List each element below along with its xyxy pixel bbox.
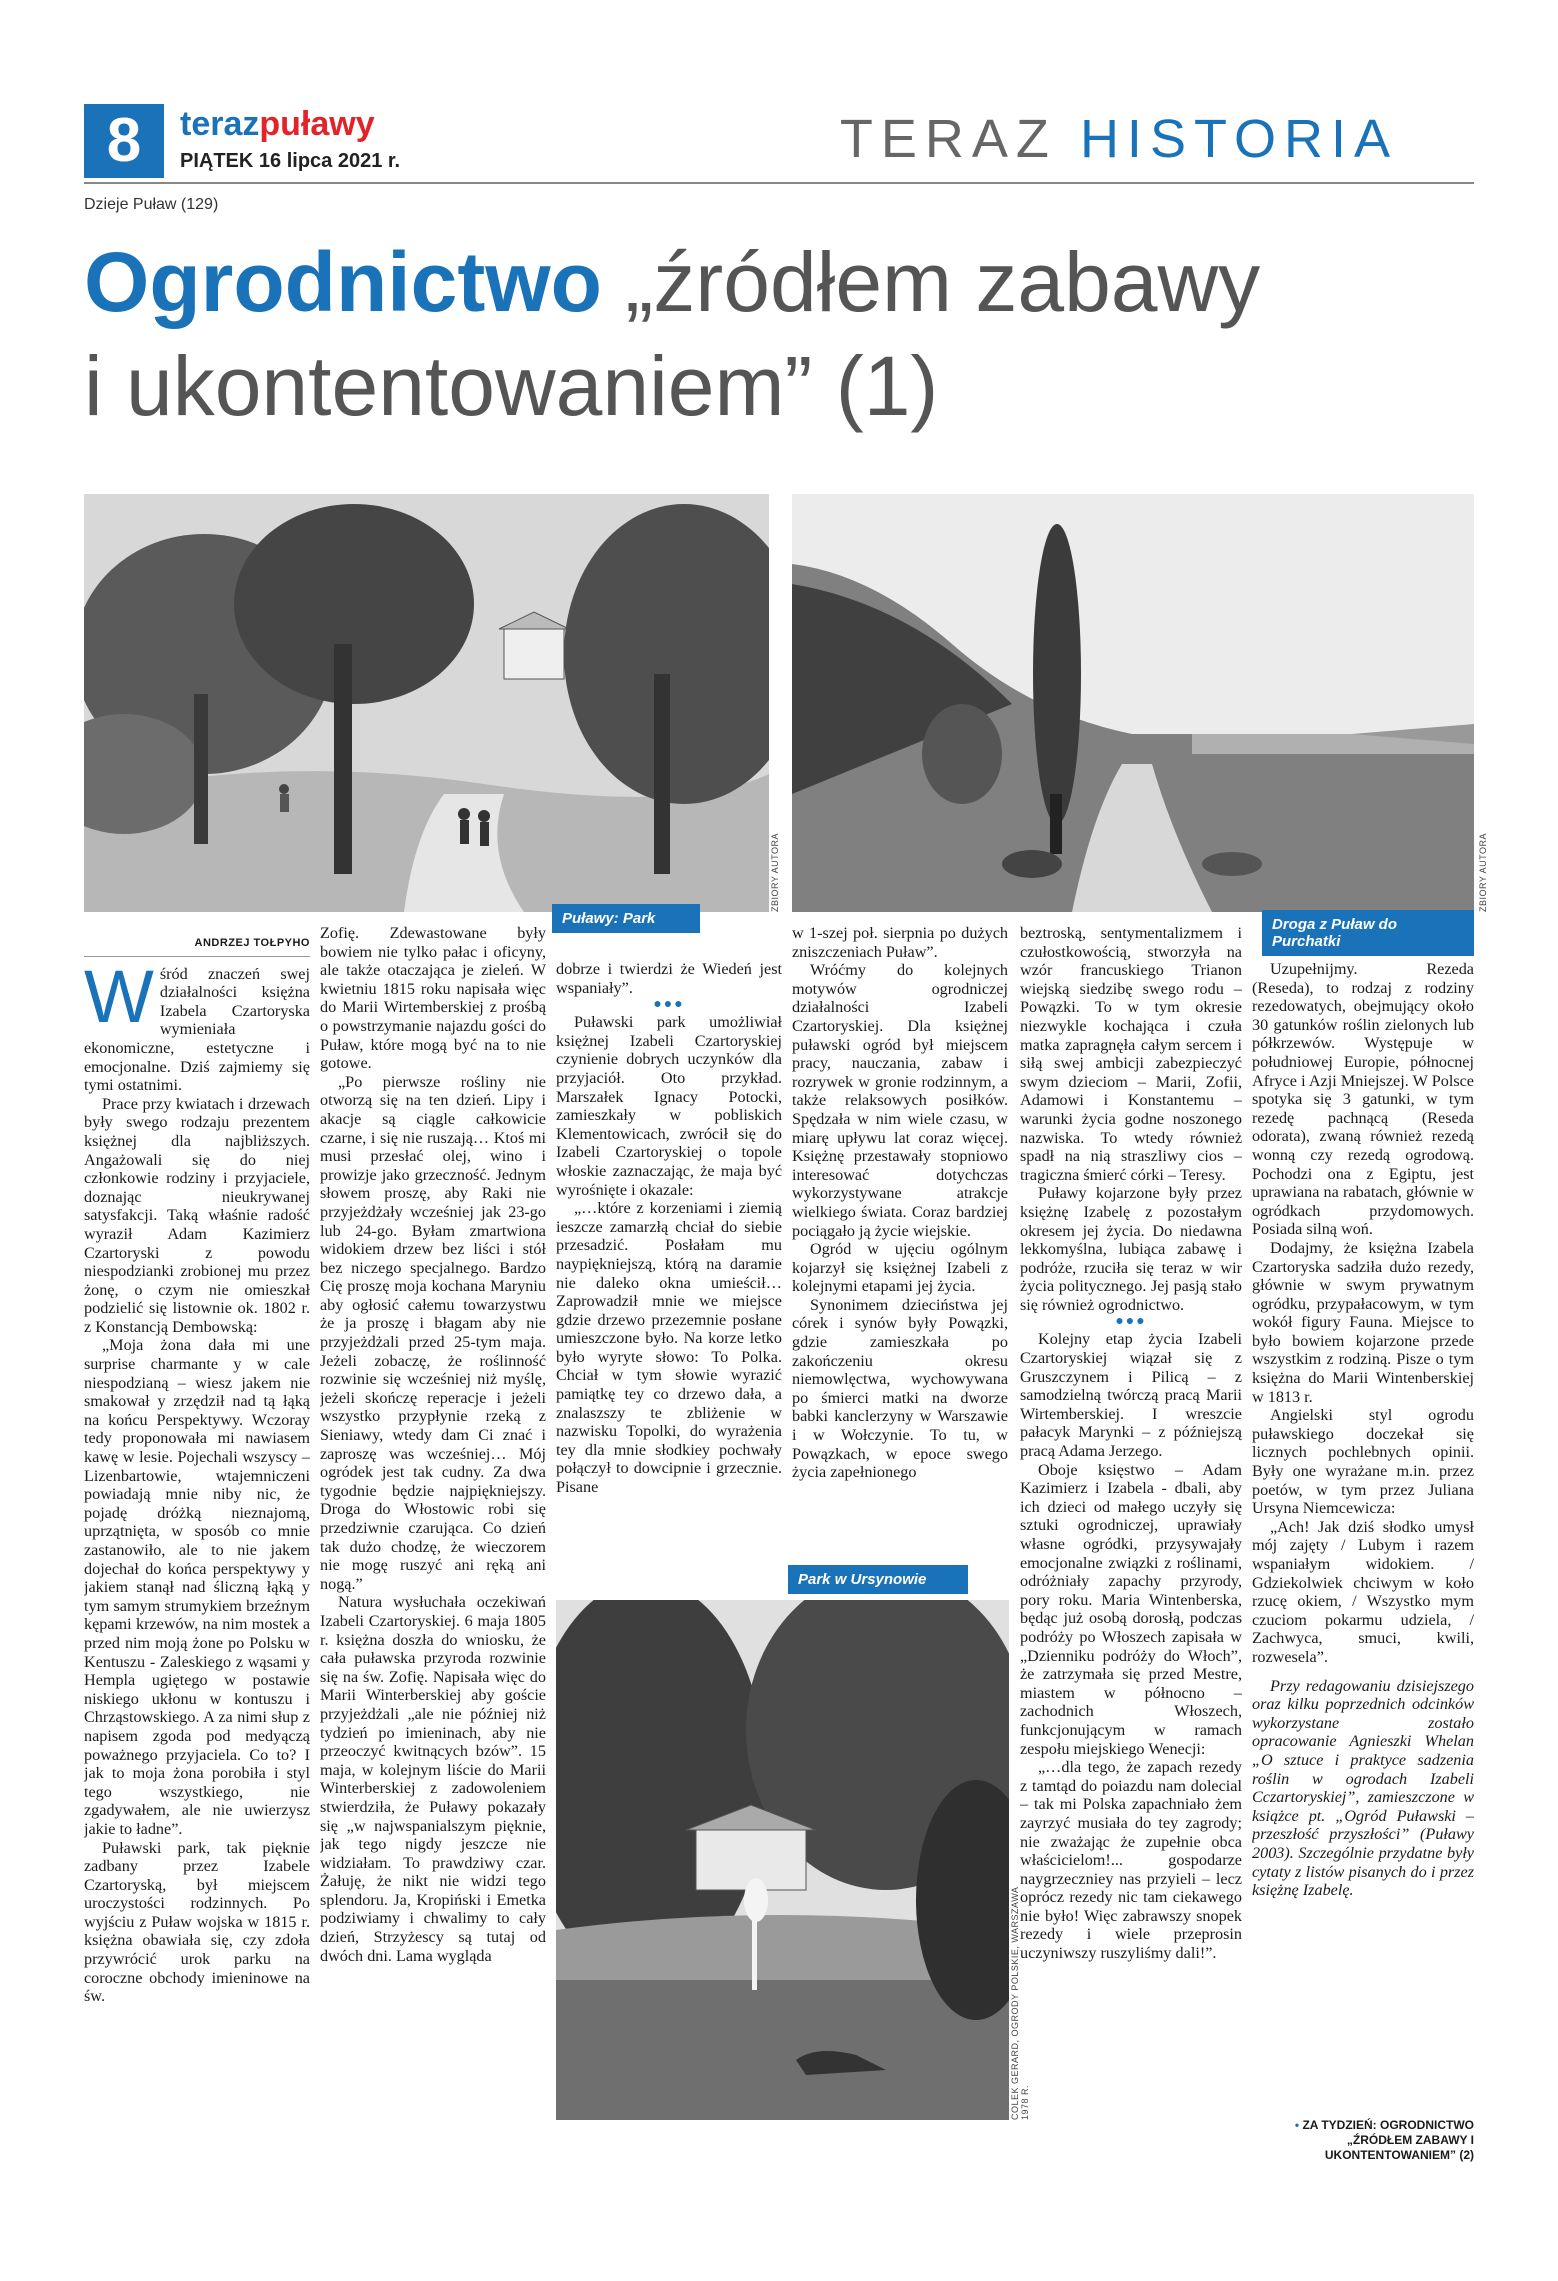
article-paragraph: Dodajmy, że księżna Izabela Czartoryska sadziła dużo rezedy, głównie w swym prywatnym ogródku, przypałacowym, w tym wokół figury Fauna. Miejsce to było bowiem kojarzone przede wszystkim z rodziną. Pisze o tym księżna do Marii Wintenberskiej w 1813 r. bbox=[1252, 1238, 1474, 1406]
brand-logo bbox=[180, 104, 375, 144]
article-column-2 bbox=[320, 924, 546, 2114]
poem-quote: „Ach! Jak dziś słodko umysł mój zajęty / Lubym i razem wspaniałym widokiem. / Gdziekolwiek chciwym w koło rzucę okiem, / Wszystko mym czuciom pokarmu udziela, / Zachwyca, smuci, kwili, rozwesela”. bbox=[1252, 1517, 1474, 1666]
photo-credit-1: ZBIORY AUTORA bbox=[770, 832, 780, 912]
article-paragraph: „…które z korzeniami i ziemią ieszcze zamarzłą chciał do siebie przesadzić. Posłałam mu naypiękniejszą, którą na daramie nie daleko okna umieścił… Zaprowadził mnie we miejsce gdzie drzewo przezemnie posłane umieszczone było. Na korze letko było wyryte słowo: To Polka. Chciał w tym słowie wyrazić pamiątkę tey co drzewo dała, a znalaszszy te zbliżenie w nazwisku Topolki, do wyrażenia tey dla mnie słodkiey pochwały połączył to dowcipnie i grzecznie. Pisane bbox=[556, 1199, 782, 1497]
section-separator: ●●● bbox=[1115, 1314, 1147, 1330]
brand-pulawy: puławy bbox=[259, 105, 375, 143]
section-separator: ●●● bbox=[653, 997, 685, 1013]
next-episode-teaser bbox=[1274, 2118, 1474, 2163]
article-paragraph: w 1-szej poł. sierpnia po dużych zniszczeniach Puław”. bbox=[792, 924, 1008, 961]
editorial-note: Przy redagowaniu dzisiejszego oraz kilku poprzednich odcinków wykorzystane zostało opracowanie Agnieszki Whelan „O sztuce i praktyce sadzenia roślin w ogrodach Izabeli Cczartoryskiej”, zamieszczone w książce pt. „Ogród Puławski – przeszłość przyszłości” (Puławy 2003). Szczególnie przydatne były cytaty z listów pisanych do i przez księżnę Izabelę. bbox=[1252, 1676, 1474, 1900]
photo-credit-3: COLEK GERARD, OGRODY POLSKIE, WARSZAWA 1978 R. bbox=[1010, 1887, 1030, 2120]
issue-date: PIĄTEK 16 lipca 2021 r. bbox=[180, 150, 401, 172]
next-episode-label: ZA TYDZIEŃ: OGRODNICTWO „ŹRÓDŁEM ZABAWY I UKONTENTOWANIEM” (2) bbox=[1302, 2118, 1474, 2162]
bullet-icon: • bbox=[1294, 2118, 1300, 2132]
dropcap: W bbox=[84, 954, 154, 1038]
photo-caption-3: Park w Ursynowie bbox=[788, 1565, 968, 1594]
article-paragraph: Zofię. Zdewastowane były bowiem nie tylko pałac i oficyny, ale także otaczająca je zieleń. W kwietniu 1815 roku napisała więc do Marii Wirtemberskiej z prośbą o powstrzymanie najazdu gości do Puław, które mogą być na to nie gotowe. bbox=[320, 924, 546, 1073]
brand-teraz: teraz bbox=[180, 105, 260, 143]
article-paragraph: Oboje księstwo – Adam Kazimierz i Izabela - dbali, aby ich dzieci od małego uczyły się sztuki ogrodniczej, uprawiały własne ogródki, przysywajały emocjonalne związki z roślinami, odróżniały zapachy przyrody, pory roku. Maria Wintenberska, będąc już osobą dorosłą, podczas podróży po Włoszech zapisała w „Dzienniku podróży do Włoch”, że zatrzymała się przed Mestre, miastem w północno – zachodnich Włoszech, funkcjonującym w ramach zespołu miejskiego Wenecji: bbox=[1020, 1460, 1242, 1758]
photo-caption-1: Puławy: Park bbox=[552, 904, 700, 933]
article-paragraph: beztroską, sentymentalizmem i czułostkowością, stworzyła na wzór francuskiego Trianon wiejską siedzibę swego rodu – Powązki. To w tym okresie niezwykle kochająca i czuła matka zapragnęła całym sercem i siłą swej ambicji zabezpieczyć swym dzieciom – Marii, Zofii, Adamowi i Konstantemu – warunki życia godne noszonego nazwiska. To wtedy również spadł na nią straszliwy cios – tragiczna śmierć córki – Teresy. bbox=[1020, 924, 1242, 1184]
page-number: 8 bbox=[84, 104, 164, 178]
article-paragraph: Kolejny etap życia Izabeli Czartoryskiej wiązał się z Gruszczynem i Pilicą – z samodzielną twórczą pracą Marii Wirtemberskiej. I wreszcie pałacyk Marynki – z późniejszą pracą Adama Jerzego. bbox=[1020, 1330, 1242, 1461]
series-kicker: Dzieje Puław (129) bbox=[84, 196, 219, 213]
photo-caption-2: Droga z Puław do Purchatki bbox=[1262, 910, 1474, 956]
headline-line1: „źródłem zabawy bbox=[601, 235, 1261, 329]
article-paragraph: „…dla tego, że zapach rezedy z tamtąd do poiazdu nam dolecial – tak mi Polska zapachniało żem zayrzyć musiała do tey zagrody; nie zważając że zupełnie obca właścicielom!... gospodarze naygrzeczniey nas przyieli – lecz oprócz rezedy nic tam ciekawego nie było! Więc zabrawszy snopek rezedy i wiele przeprosin uczyniwszy ruszyliśmy dali!”. bbox=[1020, 1758, 1242, 1963]
photo-pulawy-park bbox=[84, 494, 769, 912]
article-paragraph: Ogród w ujęciu ogólnym kojarzył się księżnej Izabeli z kolejnymi etapami jej życia. bbox=[792, 1240, 1008, 1296]
article-paragraph: „Po pierwsze rośliny nie otworzą się na ten dzień. Lipy i akacje są ciągle całkowicie czarne, i się nie ruszają… Ktoś mi musi przesłać olej, wino i prowizje jako grzeczność. Jednym słowem proszę, aby Raki nie przyjeżdżały wcześniej jak 23-go lub 24-go. Byłam zmartwiona widokiem drzew bez liści i stół bez niczego specjalnego. Bardzo Cię proszę moja kochana Maryniu aby ogłosić całemu towarzystwu że ja proszę i błagam aby nie przyjeżdżali przed 25-tym maja. Jeżeli zobaczę, że roślinność rozwinie się wcześniej niż myślę, jeżeli skończę reperacje i jeżeli wszystko przypłynie rzeką z Sieniawy, wtedy dam Ci znać i zaproszę was wcześniej… Mój ogródek jest tak cudny. Za dwa tygodnie będzie najpiękniejszy. Droga do Włostowic robi się przedziwnie czarująca. Co dzień tak dużo chodzę, że wieczorem nie mogę ruszyć ani ręką ani nogą.” bbox=[320, 1072, 546, 1593]
article-column-5 bbox=[1020, 924, 1242, 2114]
article-column-4 bbox=[792, 924, 1008, 1564]
article-paragraph: Puławy kojarzone były przez księżnę Izabelę z pozostałym okresem jej życia. Do niedawna lekkomyślna, lubiąca zabawę i podróże, rzuciła się teraz w wir życia politycznego. Jej pasją stało się również ogrodnictwo. bbox=[1020, 1184, 1242, 1314]
article-headline bbox=[84, 230, 1484, 438]
header-divider bbox=[84, 182, 1474, 184]
article-paragraph: Uzupełnijmy. Rezeda (Reseda), to rodzaj z rodziny rezedowatych, obejmujący około 30 gatunków roślin zielonych lub półkrzewów. Występuje w południowej Europie, północnej Afryce i Azji Mniejszej. W Polsce spotyka się 3 gatunki, w tym rezedę pachnącą (Reseda odorata), zwaną również rezedą wonną czy rezedą ogrodową. Pochodzi ona z Egiptu, jest uprawiana na rabatach, głównie w ogródkach przydomowych. Posiada silną woń. bbox=[1252, 960, 1474, 1239]
headline-line2: i ukontentowaniem” (1) bbox=[84, 339, 939, 433]
article-paragraph: Wróćmy do kolejnych motywów ogrodniczej działalności Izabeli Czartoryskiej. Dla księżnej puławski ogród był miejscem pracy, nauczania, zabaw i rozrywek w gronie rodzinnym, a także relaksowych posiłków. Spędzała w nim wiele czasu, w miarę upływu lat coraz więcej. Księżnę przestawały stopniowo interesować dotychczas wykorzystywane atrakcje wielkiego świata. Coraz bardziej pociągało ją życie wiejskie. bbox=[792, 961, 1008, 1240]
article-paragraph: Puławski park umożliwiał księżnej Izabeli Czartoryskiej czynienie dobrych uczynków dla przyjaciół. Oto przykład. Marszałek Ignacy Potocki, zamieszkały w pobliskich Klementowicach, zwrócił się do Izabeli Czartoryskiej o topole włoskie zaznaczając, że maja być wyrośnięte i okazale: bbox=[556, 1013, 782, 1199]
article-column-1 bbox=[84, 934, 310, 2114]
article-paragraph: Angielski styl ogrodu puławskiego doczekał się licznych pochlebnych opinii. Były one wyrażane m.in. przez poetów, w tym przez Juliana Ursyna Niemcewicza: bbox=[1252, 1406, 1474, 1518]
article-column-3 bbox=[556, 960, 782, 1590]
photo-park-ursynow bbox=[556, 1600, 1009, 2120]
section-title-a: TERAZ bbox=[839, 109, 1057, 169]
headline-bold: Ogrodnictwo bbox=[84, 235, 602, 329]
article-paragraph: Natura wysłuchała oczekiwań Izabeli Czartoryskiej. 6 maja 1805 r. księżna doszła do wniosku, że cała puławska przyroda rozwinie się na św. Zofię. Napisała więc do Marii Winterberskiej aby goście przyjeżdżali „ale nie później niż tydzień po imieninach, aby nie przeoczyć kwitnących bzów”. 15 maja, w kolejnym liście do Marii Winterberskiej z zadowoleniem stwierdziła, że Puławy pokazały się „w najwspanialszym pięknie, jak tego nigdy jeszcze nie widziałam. To prawdziwy czar. Żałuję, że nikt nie widzi tego splendoru. Ja, Kropiński i Emetka podziwiamy i chwalimy to cały dzień, Strzyżescy są tutaj od dwóch dni. Lama wygląda bbox=[320, 1593, 546, 1965]
article-paragraph: Prace przy kwiatach i drzewach były swego rodzaju prezentem księżnej dla najbliższych. Angażowali się do niej członkowie rodziny i przyjaciele, doznając nieukrywanej satysfakcji. Taką właśnie radość wyraził Adam Kazimierz Czartoryski z powodu niespodzianki zrobionej mu przez żonę, o czym nie omieszkał podzielić się listownie ok. 1802 r. z Konstancją Dembowską: bbox=[84, 1094, 310, 1336]
section-title-b: HISTORIA bbox=[1079, 109, 1398, 169]
article-paragraph: dobrze i twierdzi że Wiedeń jest wspaniały”. bbox=[556, 960, 782, 997]
article-paragraph: Puławski park, tak pięknie zadbany przez Izabele Czartoryską, był miejscem uroczystości rodzinnych. Po wyjściu z Puław wojska w 1815 r. księżna obawiała się, czy zdoła przywrócić urok parku na coroczne obchody imieninowe na św. bbox=[84, 1838, 310, 2006]
photo-road-purchatka bbox=[792, 494, 1474, 912]
article-paragraph: Wśród znaczeń swej działalności księżna Izabela Czartoryska wymieniała ekonomiczne, estetyczne i emocjonalne. Dziś zajmiemy się tymi ostatnimi. bbox=[84, 954, 310, 1095]
photo-credit-2: ZBIORY AUTORA bbox=[1478, 832, 1488, 912]
article-column-6 bbox=[1252, 960, 1474, 2110]
section-title bbox=[840, 108, 1398, 170]
article-paragraph: „Moja żona dała mi une surprise charmante y w cale niespodzianą – wiesz jakem nie smakował y zrzędził nad tą łąką na końcu Perspektywy. Wczoray tedy proponowała mi nawiasem kawę w lesie. Pojechali wszyscy – Lizenbartowie, wtajemniczeni powiadają mnie niby nic, że pojadę dróżką nieznajomą, uprzątnięta, w sposób co mnie zastanowiło, ale to nie jakem dojechał do końca perspektywy y jakiem stanął nad śliczną łąką y tym samym strumykiem brzeźnym kępami krzewów, na nim mostek a przed nim moją żone po Polsku w Kentuszu - Zaleskiego z wąsami y Hempla ugiętego w postawie niskiego ukłonu w kontuszu i Chrząstowskiego. A za nimi słup z napisem zgoda pod medyączą poważnego przyjaciela. Co to? I jak to moja żona porobiła i styl tego wszystkiego, nie zgadywałem, ale nie uwierzysz jakie to ładne”. bbox=[84, 1336, 310, 1838]
article-paragraph: Synonimem dzieciństwa jej córek i synów były Powązki, gdzie zamieszkała po zakończeniu okresu niemowlęctwa, wychowywana po śmierci matki na dworze babki kanclerzyny w Warszawie i w Wołczynie. To tu, w Powązkach, w epoce swego życia zapełnionego bbox=[792, 1295, 1008, 1482]
article-author: ANDRZEJ TOŁPYHO bbox=[84, 934, 310, 957]
